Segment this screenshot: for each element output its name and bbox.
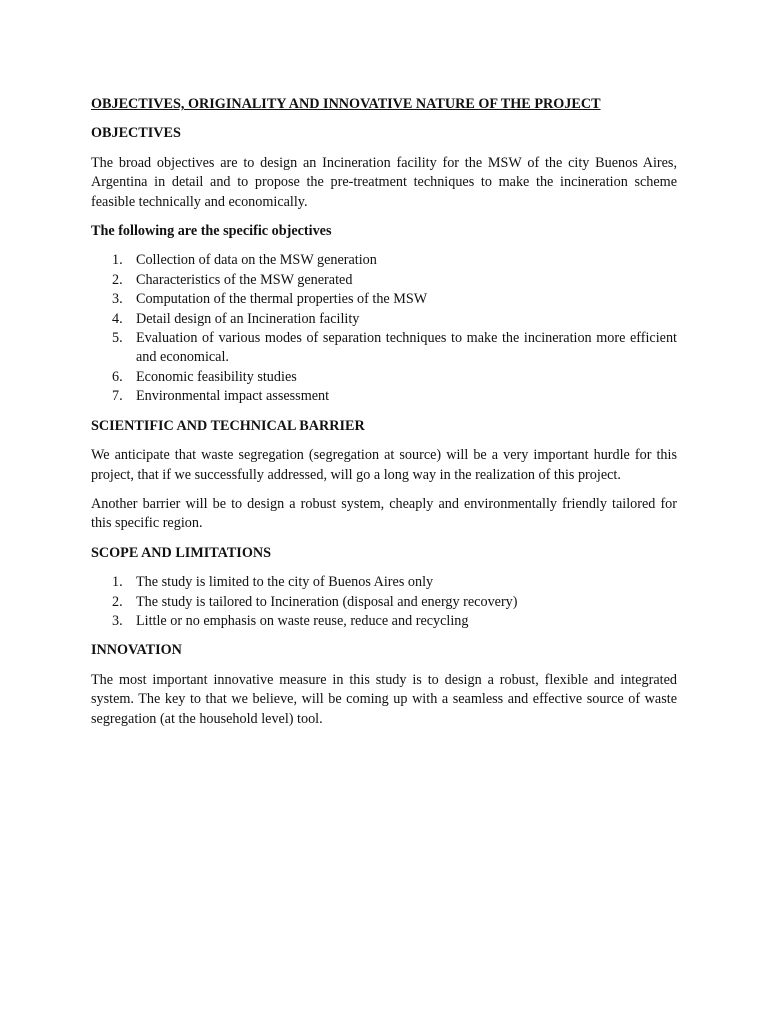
list-item-text: Detail design of an Incineration facility: [136, 310, 360, 327]
document-page: [91, 95, 677, 739]
list-item-number: 4.: [112, 310, 123, 327]
list-item-text: The study is limited to the city of Buenos Aires only: [136, 574, 434, 591]
list-item: [91, 593, 677, 612]
list-item: [91, 368, 677, 387]
objectives-intro-paragraph: The broad objectives are to design an Incineration facility for the MSW of the city Buenos Aires, Argentina in detail and to propose the pre-treatment techniques to make the incineration scheme feasible technically and economically.: [91, 154, 677, 210]
list-item-number: 3.: [112, 291, 123, 308]
list-item-text: Computation of the thermal properties of the MSW: [136, 291, 428, 308]
list-item-text: Little or no emphasis on waste reuse, reduce and recycling: [136, 612, 469, 629]
list-item: [91, 612, 677, 631]
list-item-number: 5.: [112, 330, 123, 347]
objectives-heading: OBJECTIVES: [91, 125, 181, 142]
specific-objectives-list: [91, 251, 677, 406]
list-item: [91, 387, 677, 406]
list-item: [91, 251, 677, 270]
list-item-number: 2.: [112, 593, 123, 610]
list-item: [91, 290, 677, 309]
innovation-paragraph: The most important innovative measure in this study is to design a robust, flexible and integrated system. The key to that we believe, will be coming up with a seamless and effective source of waste segregation (at the household level) tool.: [91, 671, 677, 727]
list-item: [91, 271, 677, 290]
scope-list: [91, 573, 677, 631]
list-item-number: 7.: [112, 388, 123, 405]
scope-heading: SCOPE AND LIMITATIONS: [91, 544, 272, 561]
list-item-text: The study is tailored to Incineration (disposal and energy recovery): [136, 593, 518, 610]
barrier-heading: SCIENTIFIC AND TECHNICAL BARRIER: [91, 417, 365, 434]
document-title: OBJECTIVES, ORIGINALITY AND INNOVATIVE NATURE OF THE PROJECT: [91, 96, 601, 112]
list-item-number: 6.: [112, 368, 123, 385]
barrier-paragraph-1: We anticipate that waste segregation (segregation at source) will be a very important hurdle for this project, that if we successfully addressed, will go a long way in the realization of this project.: [91, 447, 677, 483]
list-item-text: Collection of data on the MSW generation: [136, 252, 377, 269]
list-item: [91, 329, 677, 368]
list-item-number: 2.: [112, 271, 123, 288]
list-item-number: 3.: [112, 612, 123, 629]
innovation-heading: INNOVATION: [91, 642, 182, 659]
list-item-number: 1.: [112, 252, 123, 269]
list-item-text: Economic feasibility studies: [136, 368, 297, 385]
list-item-text: Environmental impact assessment: [136, 388, 330, 405]
list-item-number: 1.: [112, 574, 123, 591]
list-item-text: Evaluation of various modes of separation techniques to make the incineration more efficient and economical.: [136, 330, 677, 366]
list-item: [91, 310, 677, 329]
list-item: [91, 573, 677, 592]
barrier-paragraph-2: Another barrier will be to design a robust system, cheaply and environmentally friendly tailored for this specific region.: [91, 495, 677, 532]
specific-objectives-subheading: The following are the specific objectives: [91, 223, 332, 240]
list-item-text: Characteristics of the MSW generated: [136, 271, 353, 288]
